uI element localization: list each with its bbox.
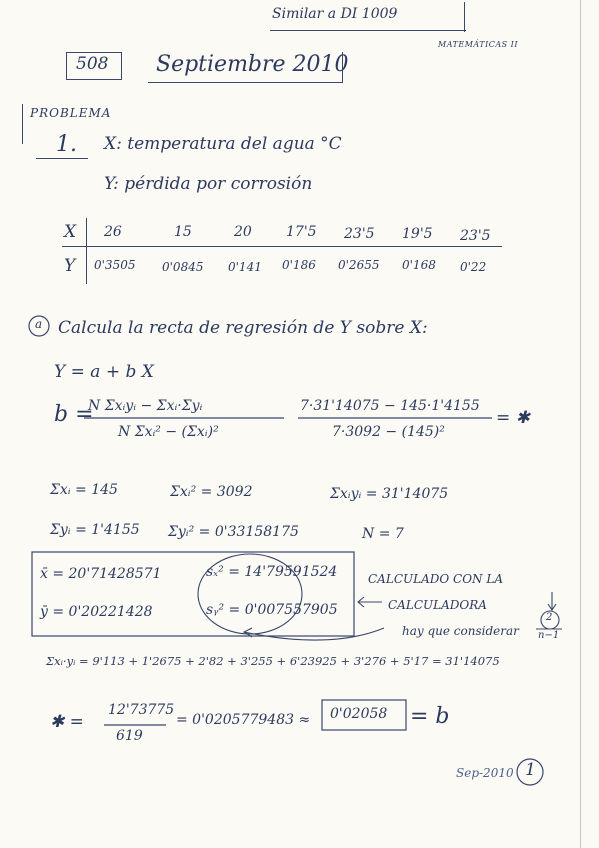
exam-code: 508 [76, 54, 109, 74]
calc-note-line2: CALCULADORA [388, 598, 487, 612]
table-y-cell: 0'168 [402, 258, 436, 272]
sum-y-squared: Σyᵢ² = 0'33158175 [168, 524, 299, 540]
table-x-cell: 20 [234, 224, 252, 240]
table-x-cell: 26 [104, 224, 122, 240]
result-boxed: 0'02058 [330, 706, 388, 722]
table-y-label: Y [64, 256, 76, 276]
regression-model: Y = a + b X [54, 362, 154, 382]
b-formula-denominator: N Σxᵢ² − (Σxᵢ)² [118, 424, 219, 440]
table-y-cell: 0'2655 [338, 258, 380, 272]
sum-x-squared: Σxᵢ² = 3092 [170, 484, 253, 500]
sum-y: Σyᵢ = 1'4155 [50, 522, 140, 538]
result-rhs: = b [410, 704, 450, 729]
table-y-cell: 0'141 [228, 260, 262, 274]
sum-xy: Σxᵢyᵢ = 31'14075 [330, 486, 449, 502]
exam-date: Septiembre 2010 [156, 52, 349, 77]
table-y-cell: 0'22 [460, 260, 487, 274]
b-symbol: b = [54, 402, 94, 427]
sample-size: N = 7 [362, 526, 404, 542]
table-y-cell: 0'186 [282, 258, 316, 272]
y-definition: Y: pérdida por corrosión [104, 174, 313, 194]
subject-label: MATEMÁTICAS II [438, 40, 518, 49]
table-x-cell: 23'5 [344, 226, 375, 242]
result-lhs: ✱ = [50, 712, 84, 732]
sum-xy-expansion: Σxᵢ·yᵢ = 9'113 + 1'2675 + 2'82 + 3'255 + 6'23925 + 3'276 + 5'17 = 31'14075 [46, 654, 500, 668]
b-formula-numerator: N Σxᵢyᵢ − Σxᵢ·Σyᵢ [88, 398, 203, 414]
calc-note-line1: CALCULADO CON LA [368, 572, 503, 586]
variance-x: sₓ² = 14'79591524 [206, 564, 338, 580]
b-subst-numerator: 7·31'14075 − 145·1'4155 [300, 398, 480, 414]
mean-x: x̄ = 20'71428571 [40, 566, 162, 582]
part-a-marker: a [35, 317, 43, 331]
b-subst-denominator: 7·3092 − (145)² [332, 424, 445, 440]
table-x-cell: 15 [174, 224, 192, 240]
n-minus-1-arrow [244, 628, 384, 640]
x-definition: X: temperatura del agua °C [104, 134, 342, 154]
table-y-cell: 0'3505 [94, 258, 136, 272]
divisor-value: n−1 [538, 630, 560, 641]
result-numerator: 12'73775 [108, 702, 175, 718]
page-number: 1 [525, 760, 536, 780]
mean-y: ȳ = 0'20221428 [40, 604, 153, 620]
result-equals: = 0'0205779483 ≈ [176, 712, 311, 728]
problem-number: 1. [56, 132, 77, 157]
part-a-statement: Calcula la recta de regresión de Y sobre X: [58, 318, 428, 338]
b-tail: = ✱ [496, 408, 530, 428]
table-x-cell: 19'5 [402, 226, 433, 242]
problem-label: PROBLEMA [30, 106, 112, 120]
divisor-note: hay que considerar [402, 624, 519, 638]
divisor-circle-number: 2 [546, 612, 553, 623]
table-y-cell: 0'0845 [162, 260, 204, 274]
sum-x: Σxᵢ = 145 [50, 482, 118, 498]
table-x-cell: 17'5 [286, 224, 317, 240]
table-x-cell: 23'5 [460, 228, 491, 244]
similar-note: Similar a DI 1009 [272, 6, 398, 22]
footer-date: Sep-2010 [456, 766, 514, 780]
table-x-label: X [64, 222, 77, 242]
result-denominator: 619 [116, 728, 143, 744]
variance-y: sᵧ² = 0'007557905 [206, 602, 338, 618]
